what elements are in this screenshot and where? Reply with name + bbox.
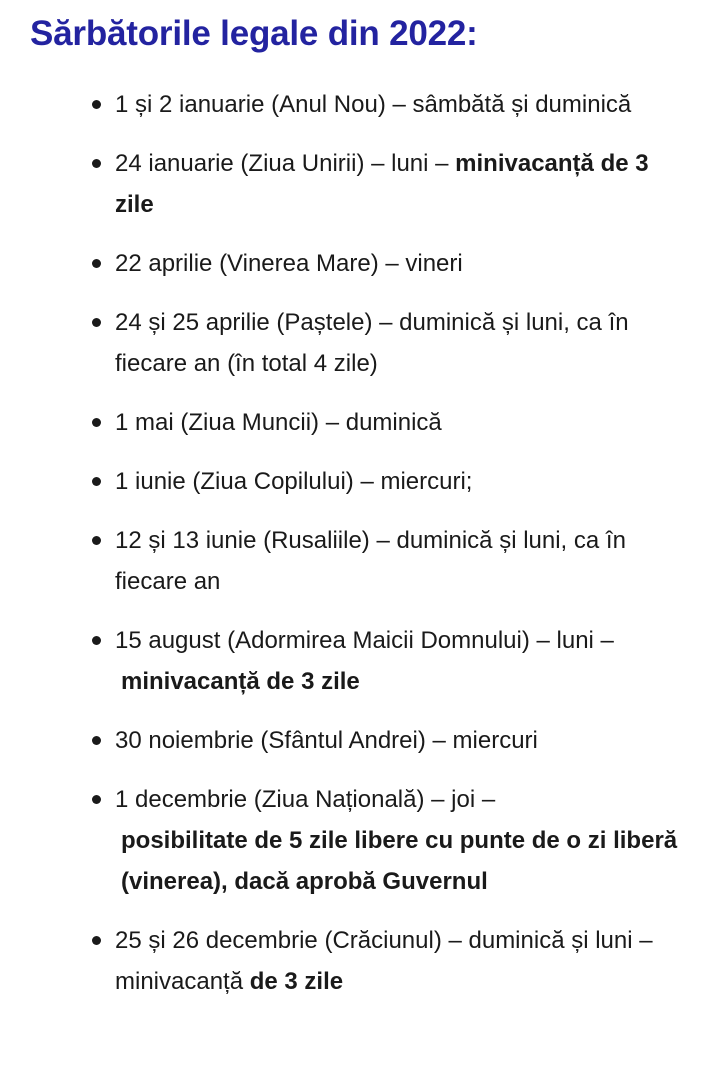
list-item [0, 720, 718, 761]
list-item [0, 779, 718, 902]
holiday-highlight: minivacanță de 3 zile [121, 668, 360, 695]
holiday-text: 1 iunie (Ziua Copilului) – miercuri; [115, 468, 473, 495]
list-item [0, 84, 718, 125]
holiday-highlight: de 3 zile [249, 968, 344, 995]
list-item [0, 620, 718, 702]
holiday-text: 12 și 13 iunie (Rusaliile) – duminică și luni, ca în fiecare an [115, 527, 626, 595]
holiday-text: 1 și 2 ianuarie (Anul Nou) – sâmbătă și duminică [115, 91, 632, 118]
page-title: Sărbătorile legale din 2022: [30, 14, 478, 53]
bullet-icon [92, 418, 101, 427]
bullet-icon [92, 259, 101, 268]
bullet-icon [92, 936, 101, 945]
bullet-icon [92, 159, 101, 168]
holiday-text: 25 și 26 decembrie (Crăciunul) – duminică și luni – minivacanță [115, 927, 653, 995]
bullet-icon [92, 795, 101, 804]
list-item [0, 520, 718, 602]
bullet-icon [92, 636, 101, 645]
holiday-text: 1 decembrie (Ziua Națională) – joi – [115, 786, 496, 813]
holiday-text: 24 și 25 aprilie (Paștele) – duminică și luni, ca în fiecare an (în total 4 zile) [115, 309, 629, 377]
bullet-icon [92, 477, 101, 486]
holiday-text: 22 aprilie (Vinerea Mare) – vineri [115, 250, 463, 277]
list-item [0, 402, 718, 443]
holiday-highlight: minivacanță de 3 zile [115, 150, 649, 218]
holiday-highlight: posibilitate de 5 zile libere cu punte de o zi liberă (vinerea), dacă aprobă Guvernul [121, 827, 678, 895]
holiday-list [0, 84, 718, 1020]
holiday-text: 1 mai (Ziua Muncii) – duminică [115, 409, 442, 436]
list-item [0, 143, 718, 225]
bullet-icon [92, 736, 101, 745]
holiday-text: 15 august (Adormirea Maicii Domnului) – luni – [115, 627, 614, 654]
list-item [0, 243, 718, 284]
holiday-text: 30 noiembrie (Sfântul Andrei) – miercuri [115, 727, 538, 754]
list-item [0, 920, 718, 1002]
bullet-icon [92, 536, 101, 545]
holiday-text: 24 ianuarie (Ziua Unirii) – luni – [115, 150, 456, 177]
bullet-icon [92, 100, 101, 109]
bullet-icon [92, 318, 101, 327]
list-item [0, 461, 718, 502]
list-item [0, 302, 718, 384]
